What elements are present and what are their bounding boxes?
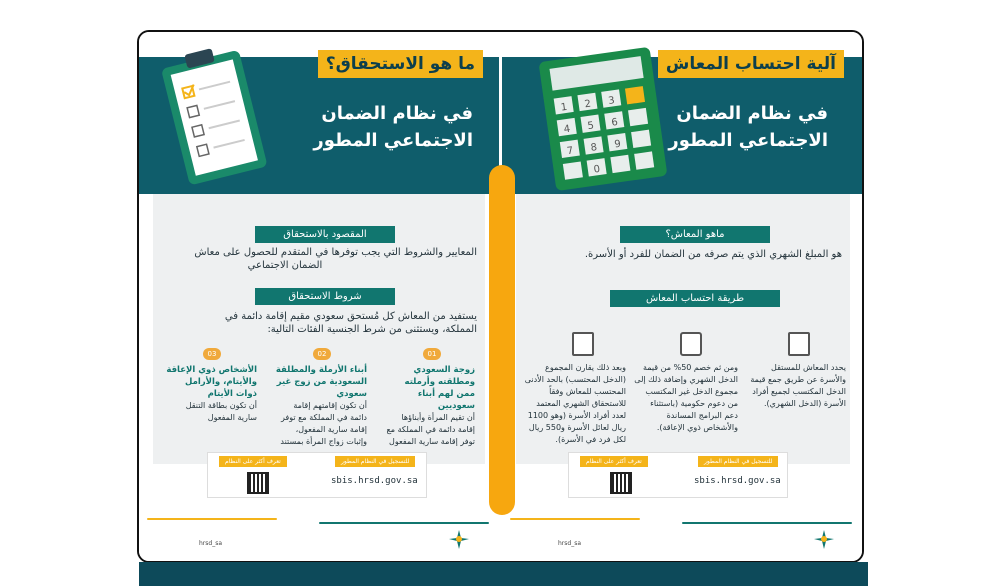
site-url[interactable]: sbis.hrsd.gov.sa bbox=[694, 476, 781, 486]
section-text: الضمان الاجتماعي bbox=[247, 260, 323, 271]
section-text: المملكة، ويستثنى من شرط الجنسية الفئات التالية: bbox=[267, 324, 477, 335]
item-number: 03 bbox=[203, 348, 221, 360]
qr-code-icon[interactable] bbox=[247, 472, 269, 494]
receipt-icon bbox=[572, 332, 594, 356]
site-url[interactable]: sbis.hrsd.gov.sa bbox=[331, 476, 418, 486]
social-handle: hrsd_sa bbox=[558, 540, 582, 547]
item-body: أن تكون بطاقة التنقل سارية المفعول bbox=[185, 401, 257, 422]
step-text: يحدد المعاش للمستقل والأسرة عن طريق جمع قيمة الدخل المكتسب لجميع أفراد الأسرة (الدخل الشهري). bbox=[750, 363, 846, 408]
section-text: هو المبلغ الشهري الذي يتم صرفه من الضمان للفرد أو الأسرة. bbox=[584, 249, 842, 260]
item-heading: أبناء الأرملة والمطلقة السعودية من زوج غير سعودي bbox=[275, 365, 367, 399]
footer-tag: تعرف أكثر على النظام bbox=[580, 456, 648, 467]
calc-key: 6 bbox=[610, 116, 619, 129]
item-body: أن تقيم المرأة وأبناؤها إقامة دائمة في المملكة مع توفر إقامة سارية المفعول bbox=[386, 413, 475, 446]
bottom-band bbox=[139, 562, 868, 586]
item-heading: الأشخاص ذوي الإعاقة والأيتام، والأرامل ذوات الأيتام bbox=[166, 365, 257, 399]
calc-key: 2 bbox=[583, 98, 592, 111]
panel-title: آلية احتساب المعاش bbox=[658, 50, 844, 78]
footer-tag: للتسجيل في النظام المطور bbox=[335, 456, 415, 467]
panel-subtitle-1: في نظام الضمان bbox=[321, 103, 473, 124]
calculation-panel bbox=[502, 32, 864, 561]
item-heading: زوجة السعودي ومطلقته وأرملته ممن لهم أبناء سعوديين bbox=[404, 365, 475, 411]
qr-code-icon[interactable] bbox=[610, 472, 632, 494]
step-text: وبعد ذلك يقارن المجموع (الدخل المحتسب) بالحد الأدنى المحتسب للمعاش وفقاً للاستحقاق الشهري المعتمد لعدد أفراد الأسرة (وهو 1100 ريال لعائل الأسرة و550 ريال لكل فرد في الأسرة). bbox=[524, 363, 626, 444]
decor-wave bbox=[682, 522, 852, 524]
step-text: ومن ثم خصم 50% من قيمة الدخل الشهري وإضافة ذلك إلى مجموع الدخل غير المكتسب من دعوم حكومية (باستثناء دعم البرامج المساندة والأشخاص ذوي الإعاقة). bbox=[634, 363, 738, 432]
ministry-logo-icon bbox=[447, 528, 471, 550]
percent-icon bbox=[680, 332, 702, 356]
calculator-small-icon bbox=[788, 332, 810, 356]
decor-wave bbox=[147, 518, 277, 520]
decor-wave bbox=[319, 522, 489, 524]
section-title: طريقة احتساب المعاش bbox=[610, 290, 780, 307]
footer-tag: للتسجيل في النظام المطور bbox=[698, 456, 778, 467]
section-text: المعايير والشروط التي يجب توفرها في المتقدم للحصول على معاش bbox=[194, 247, 477, 258]
panel-subtitle-1: في نظام الضمان bbox=[676, 103, 828, 124]
footer-tag: تعرف أكثر على النظام bbox=[219, 456, 287, 467]
item-text bbox=[385, 364, 475, 448]
section-text: يستفيد من المعاش كل مُستحق سعودي مقيم إقامة دائمة في bbox=[224, 311, 477, 322]
section-title: شروط الاستحقاق bbox=[255, 288, 395, 305]
panel-subtitle-2: الاجتماعي المطور bbox=[313, 130, 473, 151]
calc-key: 7 bbox=[566, 145, 575, 158]
section-title: المقصود بالاستحقاق bbox=[255, 226, 395, 243]
content-card bbox=[153, 194, 485, 464]
calc-key: 1 bbox=[560, 101, 568, 114]
calc-key: 0 bbox=[593, 163, 601, 176]
content-card bbox=[516, 194, 850, 464]
item-number: 02 bbox=[313, 348, 331, 360]
social-handle: hrsd_sa bbox=[199, 540, 223, 547]
ministry-logo-icon bbox=[812, 528, 836, 550]
calculator-icon bbox=[532, 32, 672, 192]
item-number: 01 bbox=[423, 348, 441, 360]
section-title: ماهو المعاش؟ bbox=[620, 226, 770, 243]
item-text bbox=[275, 364, 367, 460]
eligibility-panel bbox=[139, 32, 499, 561]
decor-wave bbox=[510, 518, 640, 520]
calc-key: 4 bbox=[563, 123, 572, 136]
orange-divider bbox=[489, 165, 515, 515]
panel-title: ما هو الاستحقاق؟ bbox=[318, 50, 483, 78]
item-body: أن تكون إقامتهم إقامة دائمة في المملكة مع توفر إقامة سارية المفعول، وإثبات زواج المرأة بمستند bbox=[280, 401, 367, 446]
calc-key: 8 bbox=[590, 142, 598, 154]
item-text bbox=[165, 364, 257, 424]
clipboard-icon bbox=[161, 37, 271, 187]
calc-key: 5 bbox=[586, 120, 595, 133]
panel-subtitle-2: الاجتماعي المطور bbox=[668, 130, 828, 151]
calc-key: 9 bbox=[613, 138, 622, 151]
calc-key: 3 bbox=[607, 95, 616, 107]
